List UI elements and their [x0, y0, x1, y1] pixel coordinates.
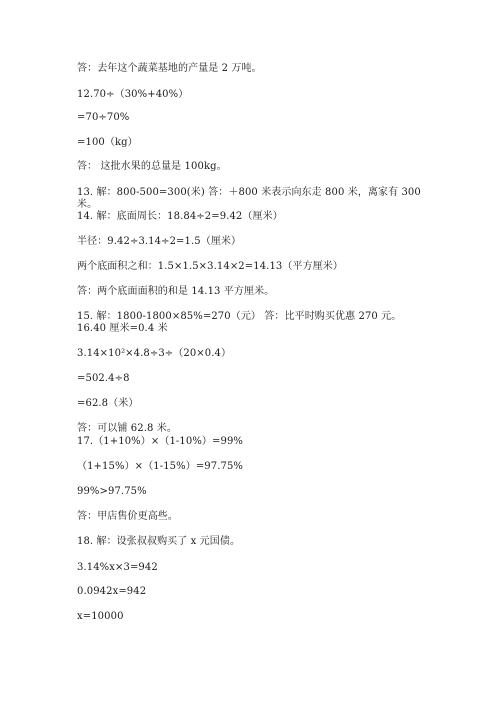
problem-16-equation: 3.14×10²×4.8÷3÷（20×0.4）	[77, 348, 232, 359]
problem-18-step-1: 0.0942x=942	[77, 586, 147, 597]
problem-12-answer: 答： 这批水果的总量是 100kg。	[77, 161, 227, 172]
problem-14-step-2: 半径：9.42÷3.14÷2=1.5（厘米）	[77, 236, 242, 247]
problem-18-result: x=10000	[77, 611, 124, 622]
problem-16-step-2: =62.8（米）	[77, 398, 139, 409]
problem-14-step-1: 14. 解：底面周长：18.84÷2=9.42（厘米）	[77, 211, 283, 222]
problem-17-comparison: 99%>97.75%	[77, 486, 147, 497]
problem-12-step-2: =100（kg）	[77, 137, 138, 148]
problem-14-answer: 答：两个底面面积的和是 14.13 平方厘米。	[77, 286, 275, 297]
problem-18-setup: 18. 解：设张叔叔购买了 x 元国债。	[77, 536, 241, 547]
problem-16-conversion: 16.40 厘米=0.4 米	[77, 323, 168, 334]
problem-14-step-3: 两个底面积之和：1.5×1.5×3.14×2=14.13（平方厘米）	[77, 261, 343, 272]
problem-17-step-1: 17.（1+10%）×（1-10%）=99%	[77, 436, 244, 447]
problem-13-continuation: 米。	[77, 199, 98, 210]
problem-12-equation: 12.70÷（30%+40%）	[77, 89, 189, 100]
problem-17-step-2: （1+15%）×（1-15%）=97.75%	[77, 461, 244, 472]
problem-16-step-1: =502.4÷8	[77, 373, 130, 384]
problem-16-answer: 答：可以铺 62.8 米。	[77, 423, 177, 434]
problem-12-step-1: =70÷70%	[77, 112, 130, 123]
problem-17-answer: 答：甲店售价更高些。	[77, 511, 178, 522]
answer-line-11: 答：去年这个蔬菜基地的产量是 2 万吨。	[77, 63, 262, 74]
problem-13-solution: 13. 解：800-500=300(米) 答：＋800 米表示向东走 800 米，离家有 300	[77, 187, 421, 198]
problem-15-solution: 15. 解：1800-1800×85%=270（元） 答：比平时购买优惠 270 元。	[77, 311, 402, 322]
problem-18-equation: 3.14%x×3=942	[77, 562, 158, 573]
